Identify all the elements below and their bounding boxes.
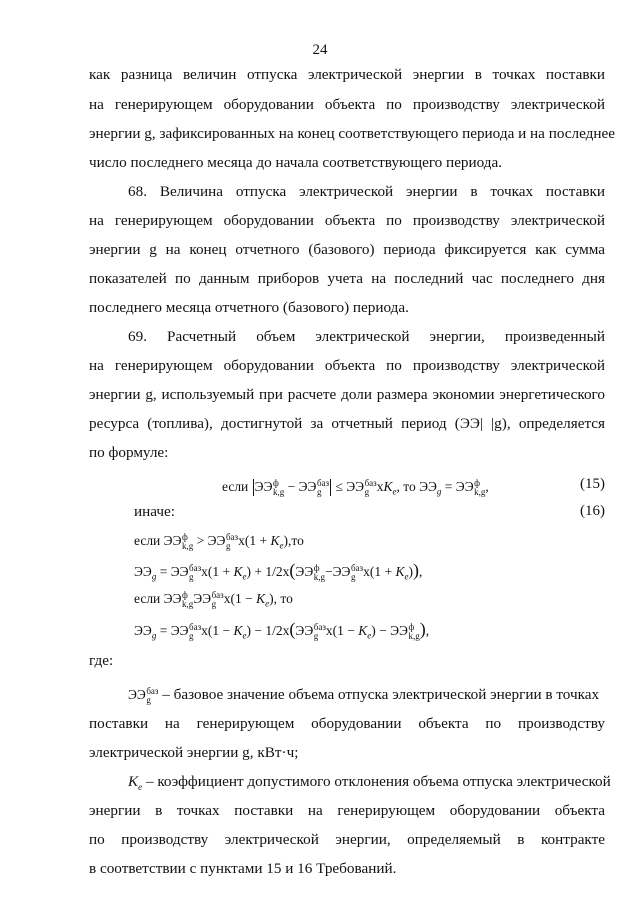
def2-line-1: $K_e$ – коэффициент допустимого отклонения объема отпуска электрической [128, 773, 611, 793]
para2-line-4: показателей по данным приборов учета на последний час последнего дня [89, 270, 605, 287]
def1-symbol: ЭЭ баз g [128, 685, 159, 705]
para3-line-3: энергии g, используемый при расчете доли размера экономии энергетического [89, 386, 605, 403]
otherwise-label: иначе: [134, 503, 175, 520]
para3-line-4: ресурса (топлива), достигнутой за отчетный период (ЭЭ| |g), определяется [89, 415, 605, 432]
def1-line-3: электрической энергии g, кВт·ч; [89, 744, 299, 761]
para2-line-5: последнего месяца отчетного (базового) периода. [89, 299, 409, 316]
equation-number-16: (16) [580, 503, 605, 519]
para2-line-2: на генерирующем оборудовании объекта по производству электрической [89, 212, 605, 229]
formula-16-result-1: $ЭЭ_g$ = ЭЭ баз g $x(1 + K_e) + 1/2x(ЭЭ$ ф k,g −ЭЭ баз g $x(1 + K_e)$), [134, 560, 423, 582]
para2-line-1: 68. Величина отпуска электрической энергии в точках поставки [128, 183, 605, 200]
formula-15: если ЭЭ ф k,g − ЭЭ баз g ≤ ЭЭ баз g $xK_e$, то $ЭЭ_g$ = ЭЭ ф k,g , [222, 477, 489, 497]
para1-line-1: как разница величин отпуска электрической энергии в точках поставки [89, 66, 605, 83]
para1-line-4: число последнего месяца до начала соответствующего периода. [89, 154, 503, 171]
formula-16-result-2: $ЭЭ_g$ = ЭЭ баз g $x(1 - K_e) - 1/2x(ЭЭ$ баз g $x(1 - K_e)$ − ЭЭ ф k,g ), [134, 619, 430, 641]
para3-line-2: на генерирующем оборудовании объекта по производству электрической [89, 357, 605, 374]
def2-symbol: $K_e$ [128, 773, 143, 793]
para1-line-3: энергии g, зафиксированных на конец соответствующего периода и на последнее [89, 125, 615, 142]
def2-line-3: по производству электрической энергии, определяемый в контракте [89, 831, 605, 848]
def1-line-1: ЭЭ баз g – базовое значение объема отпуска электрической энергии в точках [128, 685, 600, 705]
page-number: 24 [312, 42, 328, 58]
equation-number-15: (15) [580, 476, 605, 492]
para1-line-2: на генерирующем оборудовании объекта по производству электрической [89, 96, 605, 113]
def2-line-2: энергии в точках поставки на генерирующем оборудовании объекта [89, 802, 605, 819]
def2-line-4: в соответствии с пунктами 15 и 16 Требований. [89, 860, 397, 877]
formula-16-cond-1: если ЭЭ ф k,g > ЭЭ баз g $x(1 + K_e),то$ [134, 531, 304, 551]
def1-line-2: поставки на генерирующем оборудовании объекта по производству [89, 715, 605, 732]
para3-line-1: 69. Расчетный объем электрической энергии, произведенный [128, 328, 605, 345]
para3-line-5: по формуле: [89, 444, 169, 461]
para2-line-3: энергии g на конец отчетного (базового) периода фиксируется как сумма [89, 241, 605, 258]
where-label: где: [89, 652, 114, 669]
formula-16-cond-2: если ЭЭ ф k,g ЭЭ баз g $x(1 - K_e)$, то [134, 589, 293, 609]
